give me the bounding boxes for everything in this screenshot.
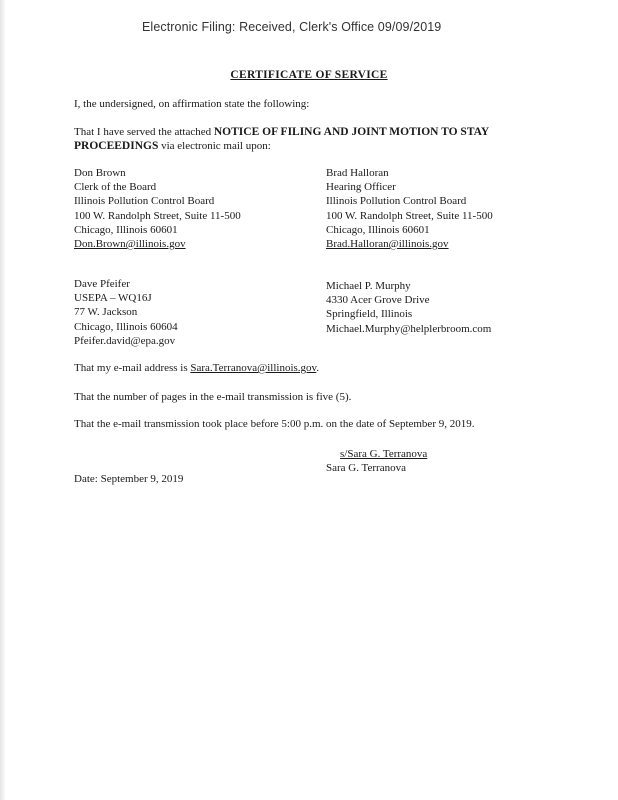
served-documents: NOTICE OF FILING AND JOINT MOTION TO STAY PROCEEDINGS	[74, 126, 489, 152]
recipient-line: 100 W. Randolph Street, Suite 11-500	[326, 209, 493, 222]
recipient-email-link[interactable]: Don.Brown@illinois.gov	[74, 238, 186, 251]
transmission-statement: That the e-mail transmission took place before 5:00 p.m. on the date of September 9, 2019.	[74, 418, 475, 430]
recipient-line: USEPA – WQ16J	[74, 292, 152, 305]
recipient-name: Dave Pfeifer	[74, 278, 130, 290]
recipient-line: Chicago, Illinois 60604	[74, 320, 178, 333]
document-title: CERTIFICATE OF SERVICE	[230, 69, 388, 81]
printed-name: Sara G. Terranova	[326, 462, 406, 474]
recipient-email-link[interactable]: Brad.Halloran@illinois.gov	[326, 238, 449, 251]
sender-email-link[interactable]: Sara.Terranova@illinois.gov	[190, 362, 317, 374]
service-prefix: That I have served the attached	[74, 126, 214, 138]
pages-statement: That the number of pages in the e-mail transmission is five (5).	[74, 391, 352, 403]
recipient-line: 100 W. Randolph Street, Suite 11-500	[74, 209, 241, 222]
recipient-line: Illinois Pollution Control Board	[74, 195, 215, 208]
recipient-line: Hearing Officer	[326, 181, 396, 194]
recipient-line: Clerk of the Board	[74, 181, 157, 194]
document-date: Date: September 9, 2019	[74, 473, 184, 485]
service-suffix: via electronic mail upon:	[158, 140, 271, 152]
recipient-line: 4330 Acer Grove Drive	[326, 294, 430, 307]
recipient-line: Illinois Pollution Control Board	[326, 195, 467, 208]
recipient-line: Springfield, Illinois	[326, 308, 413, 321]
recipient-block	[74, 166, 241, 251]
recipient-email: Michael.Murphy@helplerbroom.com	[326, 322, 492, 335]
recipient-line: 77 W. Jackson	[74, 306, 138, 319]
recipient-name: Don Brown	[74, 167, 126, 179]
recipient-block	[326, 166, 493, 251]
intro-statement: I, the undersigned, on affirmation state the following:	[74, 98, 310, 110]
recipient-line: Chicago, Illinois 60601	[74, 223, 178, 236]
recipient-name: Brad Halloran	[326, 167, 389, 179]
recipient-block	[74, 277, 178, 348]
email-statement	[74, 361, 319, 375]
filing-stamp: Electronic Filing: Received, Clerk's Office 09/09/2019	[142, 20, 442, 34]
service-statement	[74, 125, 534, 153]
email-statement-prefix: That my e-mail address is	[74, 362, 191, 374]
recipient-block	[326, 279, 491, 336]
electronic-signature: s/Sara G. Terranova	[340, 448, 428, 460]
recipient-email: Pfeifer.david@epa.gov	[74, 334, 176, 347]
email-statement-suffix: .	[316, 362, 320, 374]
recipient-name: Michael P. Murphy	[326, 280, 411, 292]
signature-block	[326, 447, 476, 475]
recipient-line: Chicago, Illinois 60601	[326, 223, 430, 236]
